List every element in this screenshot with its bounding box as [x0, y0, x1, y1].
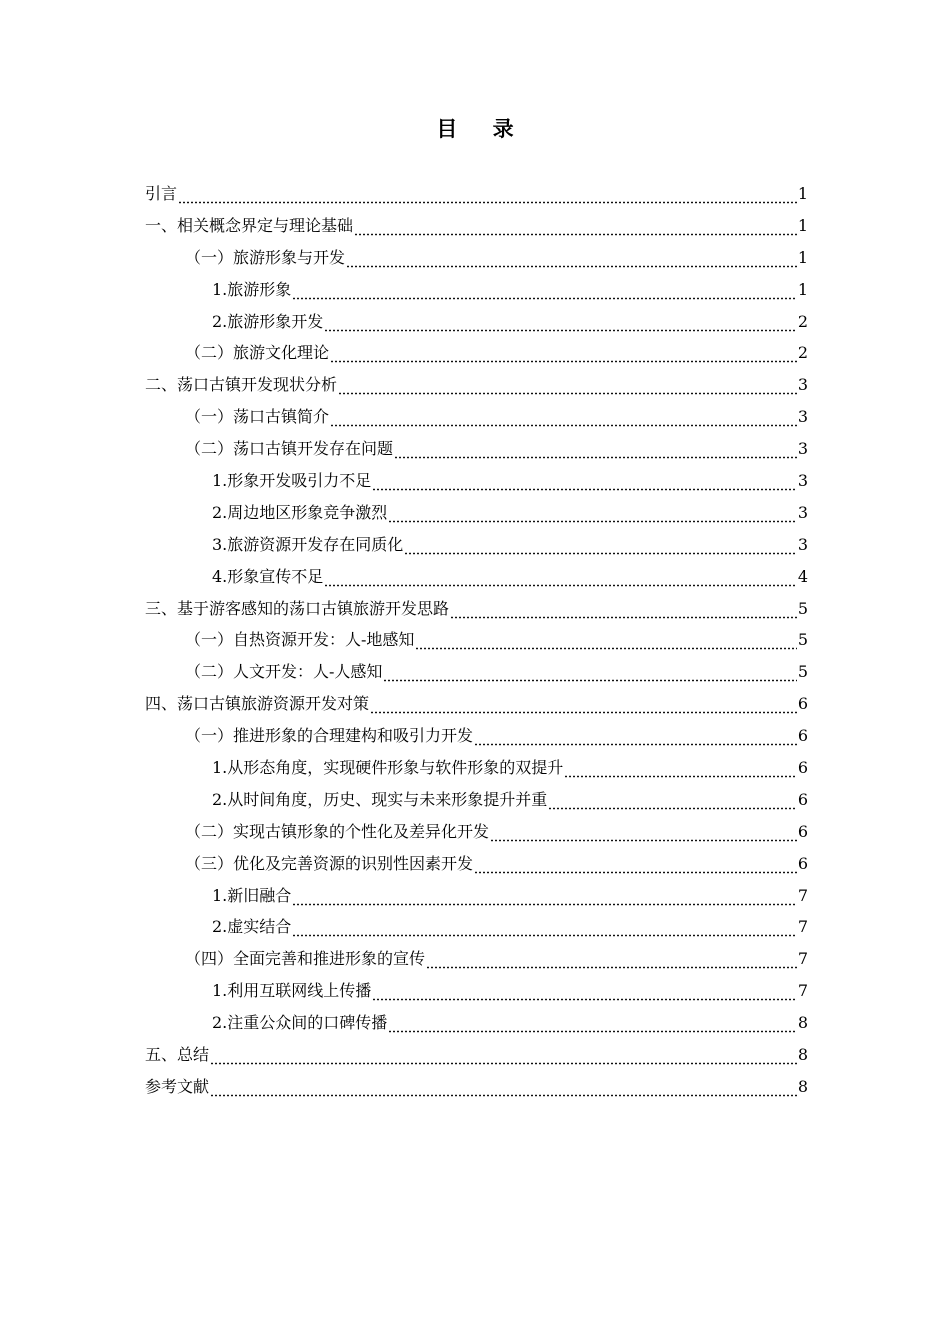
toc-entry-text: （二）荡口古镇开发存在问题 [185, 439, 394, 459]
toc-entry-page-number: 8 [797, 1013, 808, 1033]
dot-leader [292, 923, 797, 937]
toc-entry[interactable] [145, 656, 808, 688]
toc-entry-text: （四）全面完善和推进形象的宣传 [185, 949, 426, 969]
toc-entry-text: 五、总结 [145, 1045, 210, 1065]
toc-entry-page-number: 5 [797, 662, 808, 682]
toc-entry[interactable] [145, 784, 808, 816]
toc-entry-page-number: 3 [797, 439, 808, 459]
toc-entry-page-number: 1 [797, 215, 808, 235]
dot-leader [210, 1083, 797, 1097]
toc-entry[interactable] [145, 848, 808, 880]
dot-leader [354, 222, 797, 236]
toc-title: 目 录 [436, 116, 528, 141]
dot-leader [388, 509, 797, 523]
toc-entry[interactable] [145, 975, 808, 1007]
toc-entry-text: 1.利用互联网线上传播 [212, 981, 372, 1001]
toc-entry[interactable] [145, 369, 808, 401]
toc-entry-text: 1.从形态角度，实现硬件形象与软件形象的双提升 [212, 758, 564, 778]
dot-leader [372, 987, 797, 1001]
toc-entry[interactable] [145, 1007, 808, 1039]
toc-entry-page-number: 6 [797, 853, 808, 873]
toc-entry-page-number: 1 [797, 279, 808, 299]
toc-entry-page-number: 2 [797, 311, 808, 331]
toc-entry-page-number: 4 [797, 566, 808, 586]
toc-entry-page-number: 6 [797, 726, 808, 746]
toc-entry-page-number: 7 [797, 981, 808, 1001]
toc-entry-text: 1.旅游形象 [212, 279, 292, 299]
toc-entry-text: 3.旅游资源开发存在同质化 [212, 534, 404, 554]
toc-entry-text: 参考文献 [145, 1076, 210, 1096]
dot-leader [383, 668, 796, 682]
toc-entry-page-number: 7 [797, 949, 808, 969]
toc-entry-text: 2.虚实结合 [212, 917, 292, 937]
toc-entry-page-number: 1 [797, 184, 808, 203]
toc-list [145, 178, 808, 1103]
toc-entry-text: （二）人文开发：人-人感知 [185, 662, 383, 682]
toc-entry[interactable] [145, 337, 808, 369]
toc-entry[interactable] [145, 911, 808, 943]
toc-entry-text: （一）推进形象的合理建构和吸引力开发 [185, 726, 474, 746]
toc-entry[interactable] [145, 943, 808, 975]
toc-entry[interactable] [145, 306, 808, 338]
toc-entry[interactable] [145, 561, 808, 593]
toc-entry-page-number: 6 [797, 789, 808, 809]
toc-entry[interactable] [145, 593, 808, 625]
toc-entry-page-number: 1 [797, 247, 808, 267]
toc-entry[interactable] [145, 433, 808, 465]
toc-entry-page-number: 8 [797, 1076, 808, 1096]
dot-leader [474, 860, 797, 874]
toc-entry-text: 1.新旧融合 [212, 885, 292, 905]
toc-entry-page-number: 6 [797, 758, 808, 778]
toc-entry-page-number: 5 [797, 598, 808, 618]
dot-leader [330, 349, 797, 363]
dot-leader [474, 732, 797, 746]
toc-entry[interactable] [145, 210, 808, 242]
toc-entry[interactable] [145, 178, 808, 210]
toc-entry[interactable] [145, 529, 808, 561]
toc-entry-text: 一、相关概念界定与理论基础 [145, 215, 354, 235]
toc-entry-text: 2.从时间角度，历史、现实与未来形象提升并重 [212, 789, 548, 809]
dot-leader [548, 796, 797, 810]
toc-entry-text: （一）旅游形象与开发 [185, 247, 346, 267]
dot-leader [426, 955, 797, 969]
toc-entry-text: 引言 [145, 184, 178, 203]
toc-entry[interactable] [145, 688, 808, 720]
toc-entry[interactable] [145, 1039, 808, 1071]
toc-entry[interactable] [145, 752, 808, 784]
dot-leader [292, 892, 797, 906]
toc-entry[interactable] [145, 624, 808, 656]
dot-leader [372, 477, 797, 491]
toc-entry[interactable] [145, 720, 808, 752]
toc-entry-text: 四、荡口古镇旅游资源开发对策 [145, 694, 370, 714]
toc-entry-text: 二、荡口古镇开发现状分析 [145, 375, 338, 395]
dot-leader [490, 828, 797, 842]
dot-leader [324, 573, 797, 587]
dot-leader [324, 318, 797, 332]
toc-entry-text: 1.形象开发吸引力不足 [212, 471, 372, 491]
dot-leader [450, 605, 797, 619]
toc-entry-page-number: 2 [797, 343, 808, 363]
dot-leader [346, 254, 797, 268]
toc-entry-text: （一）荡口古镇简介 [185, 407, 330, 427]
toc-entry-page-number: 3 [797, 502, 808, 522]
toc-entry[interactable] [145, 497, 808, 529]
dot-leader [415, 636, 796, 650]
toc-entry-text: （一）自热资源开发：人-地感知 [185, 630, 415, 650]
dot-leader [394, 445, 797, 459]
dot-leader [292, 286, 797, 300]
toc-entry[interactable] [145, 242, 808, 274]
toc-entry[interactable] [145, 816, 808, 848]
toc-entry[interactable] [145, 1071, 808, 1103]
toc-entry-text: 4.形象宣传不足 [212, 566, 324, 586]
toc-entry-page-number: 8 [797, 1045, 808, 1065]
toc-entry-page-number: 3 [797, 407, 808, 427]
dot-leader [404, 541, 797, 555]
toc-entry-text: 三、基于游客感知的荡口古镇旅游开发思路 [145, 598, 450, 618]
dot-leader [388, 1019, 797, 1033]
toc-entry-text: 2.旅游形象开发 [212, 311, 324, 331]
toc-entry-page-number: 3 [797, 471, 808, 491]
dot-leader [338, 381, 797, 395]
toc-entry[interactable] [145, 274, 808, 306]
toc-entry-page-number: 5 [797, 630, 808, 650]
toc-entry-page-number: 3 [797, 375, 808, 395]
toc-entry-page-number: 7 [797, 885, 808, 905]
toc-entry-page-number: 3 [797, 534, 808, 554]
dot-leader [330, 413, 797, 427]
toc-entry-text: 2.注重公众间的口碑传播 [212, 1013, 388, 1033]
dot-leader [210, 1051, 797, 1065]
toc-entry-page-number: 6 [797, 694, 808, 714]
dot-leader [564, 764, 797, 778]
dot-leader [178, 190, 797, 204]
dot-leader [370, 700, 797, 714]
toc-entry[interactable] [145, 465, 808, 497]
toc-entry-text: （二）旅游文化理论 [185, 343, 330, 363]
toc-entry-text: 2.周边地区形象竞争激烈 [212, 502, 388, 522]
toc-entry[interactable] [145, 401, 808, 433]
toc-entry-text: （三）优化及完善资源的识别性因素开发 [185, 853, 474, 873]
toc-entry-page-number: 7 [797, 917, 808, 937]
toc-entry-page-number: 6 [797, 821, 808, 841]
toc-entry-text: （二）实现古镇形象的个性化及差异化开发 [185, 821, 490, 841]
toc-entry[interactable] [145, 880, 808, 912]
